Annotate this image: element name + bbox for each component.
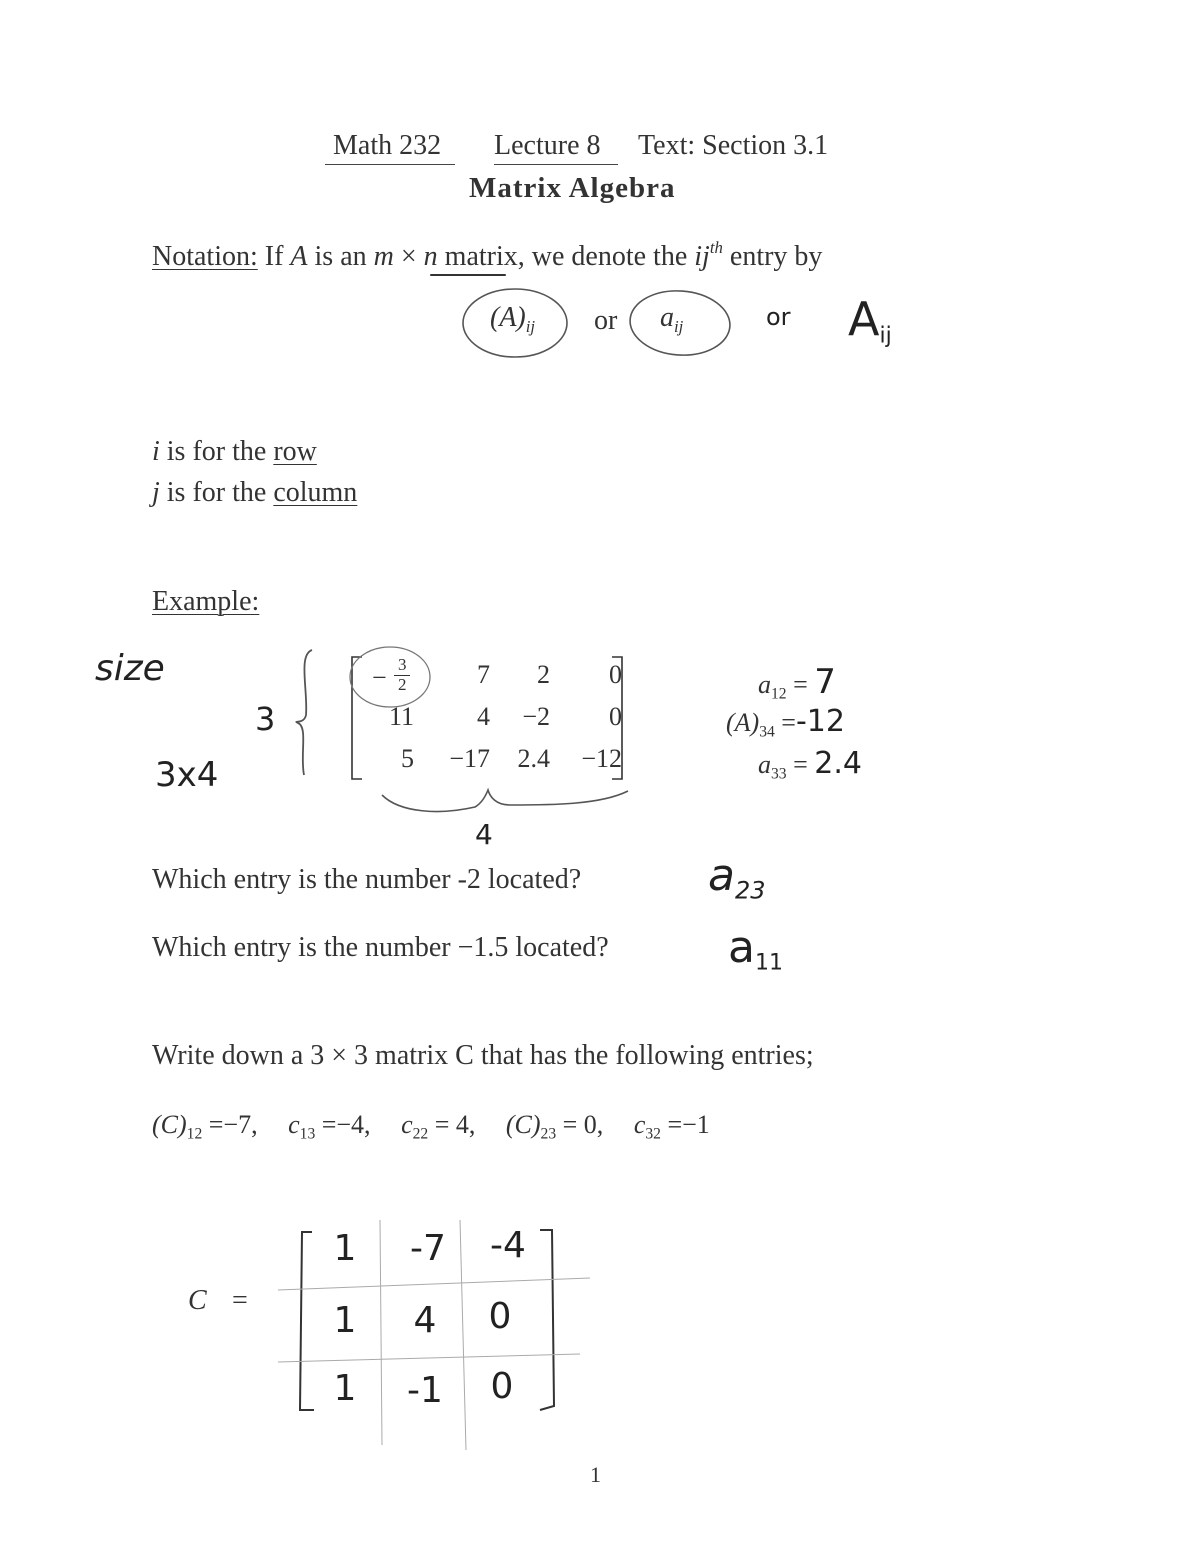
left-bracket bbox=[352, 657, 362, 779]
notation-times: × bbox=[393, 240, 424, 272]
answer-a11-handwritten: $a_{11}$ bbox=[728, 922, 783, 976]
page-title: Matrix Algebra bbox=[469, 172, 676, 204]
entries-line bbox=[152, 1110, 710, 1143]
c-right-bracket bbox=[540, 1230, 554, 1410]
form-or-1: or bbox=[594, 305, 618, 336]
mxn-handwritten-underline bbox=[430, 274, 506, 276]
column-word: column bbox=[273, 477, 358, 508]
course-label: Math 232 bbox=[333, 130, 442, 161]
matrix-cell-2-2: 4 bbox=[477, 702, 490, 731]
size-handwritten: size bbox=[95, 648, 165, 689]
c-cell-3-1: 1 bbox=[333, 1368, 357, 1409]
entry-C12: $(C)_{12} =-7$, bbox=[152, 1110, 258, 1143]
matrix-cell-1-2: 7 bbox=[477, 660, 490, 689]
fact-A34: $(A)_{34} =-12$ bbox=[726, 704, 845, 741]
grid-v2 bbox=[460, 1220, 466, 1450]
notation-n: n bbox=[423, 240, 438, 272]
answer-a23-handwritten: $a_{23}$ bbox=[708, 850, 766, 905]
grid-v1 bbox=[380, 1220, 382, 1445]
notation-A: A bbox=[290, 240, 308, 272]
text-section-label: Text: Section 3.1 bbox=[638, 130, 829, 161]
rows-count-handwritten: 3 bbox=[255, 700, 276, 738]
fact-a33: $a_{33} = 2.4$ bbox=[758, 746, 862, 783]
fact-a12: $a_{12} = 7$ bbox=[758, 662, 836, 703]
form-A-ij: $(A)_{ij}$ bbox=[490, 302, 536, 336]
question-minus-two: Which entry is the number -2 located? bbox=[152, 864, 582, 895]
notation-text-1: If bbox=[264, 240, 291, 272]
j-column-line: j is for the column bbox=[152, 477, 358, 508]
page-number: 1 bbox=[590, 1462, 601, 1487]
c-cell-1-2: -7 bbox=[410, 1228, 446, 1269]
course-underline bbox=[325, 164, 455, 165]
question-minus-one-point-five: Which entry is the number −1.5 located? bbox=[152, 932, 609, 963]
notation-m: m bbox=[373, 240, 394, 272]
notation-ij: ij bbox=[694, 240, 710, 272]
matrix-cell-3-4: −12 bbox=[581, 744, 622, 773]
c-cell-2-2: 4 bbox=[413, 1300, 437, 1341]
c-matrix-equals: = bbox=[232, 1285, 248, 1316]
notation-sentence bbox=[152, 238, 822, 273]
form-A-ij-handwritten: $A_{ij}$ bbox=[848, 292, 892, 349]
entry-c13: $c_{13} =-4$, bbox=[288, 1110, 371, 1143]
cols-count-handwritten: 4 bbox=[475, 818, 493, 851]
notation-th: th bbox=[709, 238, 723, 257]
lecture-underline bbox=[494, 164, 618, 165]
notation-label: Notation: bbox=[152, 240, 258, 272]
notation-text-3: matrix, we denote the bbox=[437, 240, 695, 272]
matrix-cell-1-4: 0 bbox=[609, 660, 622, 689]
i-row-line: i is for the row bbox=[152, 436, 317, 467]
c-cell-2-3: 0 bbox=[488, 1296, 512, 1337]
matrix-cell-1-3: 2 bbox=[537, 660, 550, 689]
c-cell-3-3: 0 bbox=[490, 1366, 514, 1407]
lecture-label: Lecture 8 bbox=[494, 130, 601, 161]
entry-c22: $c_{22} = 4$, bbox=[401, 1110, 476, 1143]
c-cell-3-2: -1 bbox=[407, 1370, 443, 1411]
matrix-cell-2-4: 0 bbox=[609, 702, 622, 731]
bottom-brace-handwritten bbox=[382, 790, 628, 811]
example-label: Example: bbox=[152, 586, 260, 617]
matrix-cell-3-2: −17 bbox=[449, 744, 490, 773]
grid-h1 bbox=[278, 1278, 590, 1290]
c-cell-1-3: -4 bbox=[490, 1225, 526, 1266]
c-cell-1-1: 1 bbox=[333, 1228, 357, 1269]
c-matrix-label: C bbox=[188, 1285, 207, 1316]
row-word: row bbox=[273, 436, 317, 467]
form-or-2: or bbox=[766, 303, 791, 331]
matrix-cell-2-3: −2 bbox=[522, 702, 550, 731]
matrix-cell-3-1: 5 bbox=[401, 744, 414, 773]
form-a-ij: $a_{ij}$ bbox=[660, 302, 684, 336]
matrix-cell-2-1: 11 bbox=[388, 702, 414, 731]
notation-text-4: entry by bbox=[722, 240, 823, 272]
write-down-prompt: Write down a 3 × 3 matrix C that has the following entries; bbox=[152, 1040, 814, 1071]
size-value-handwritten: 3x4 bbox=[155, 755, 219, 795]
grid-h2 bbox=[278, 1354, 580, 1362]
left-curly-brace-handwritten bbox=[296, 650, 312, 775]
matrix-cell-3-3: 2.4 bbox=[517, 744, 550, 773]
entry-c32: $c_{32} =-1$ bbox=[633, 1110, 710, 1143]
c-cell-2-1: 1 bbox=[333, 1300, 357, 1341]
entry-C23: $(C)_{23} = 0$, bbox=[505, 1110, 604, 1143]
notation-text-2: is an bbox=[307, 240, 374, 272]
circle-around-minus-three-halves bbox=[350, 647, 430, 707]
c-left-bracket bbox=[300, 1232, 314, 1410]
